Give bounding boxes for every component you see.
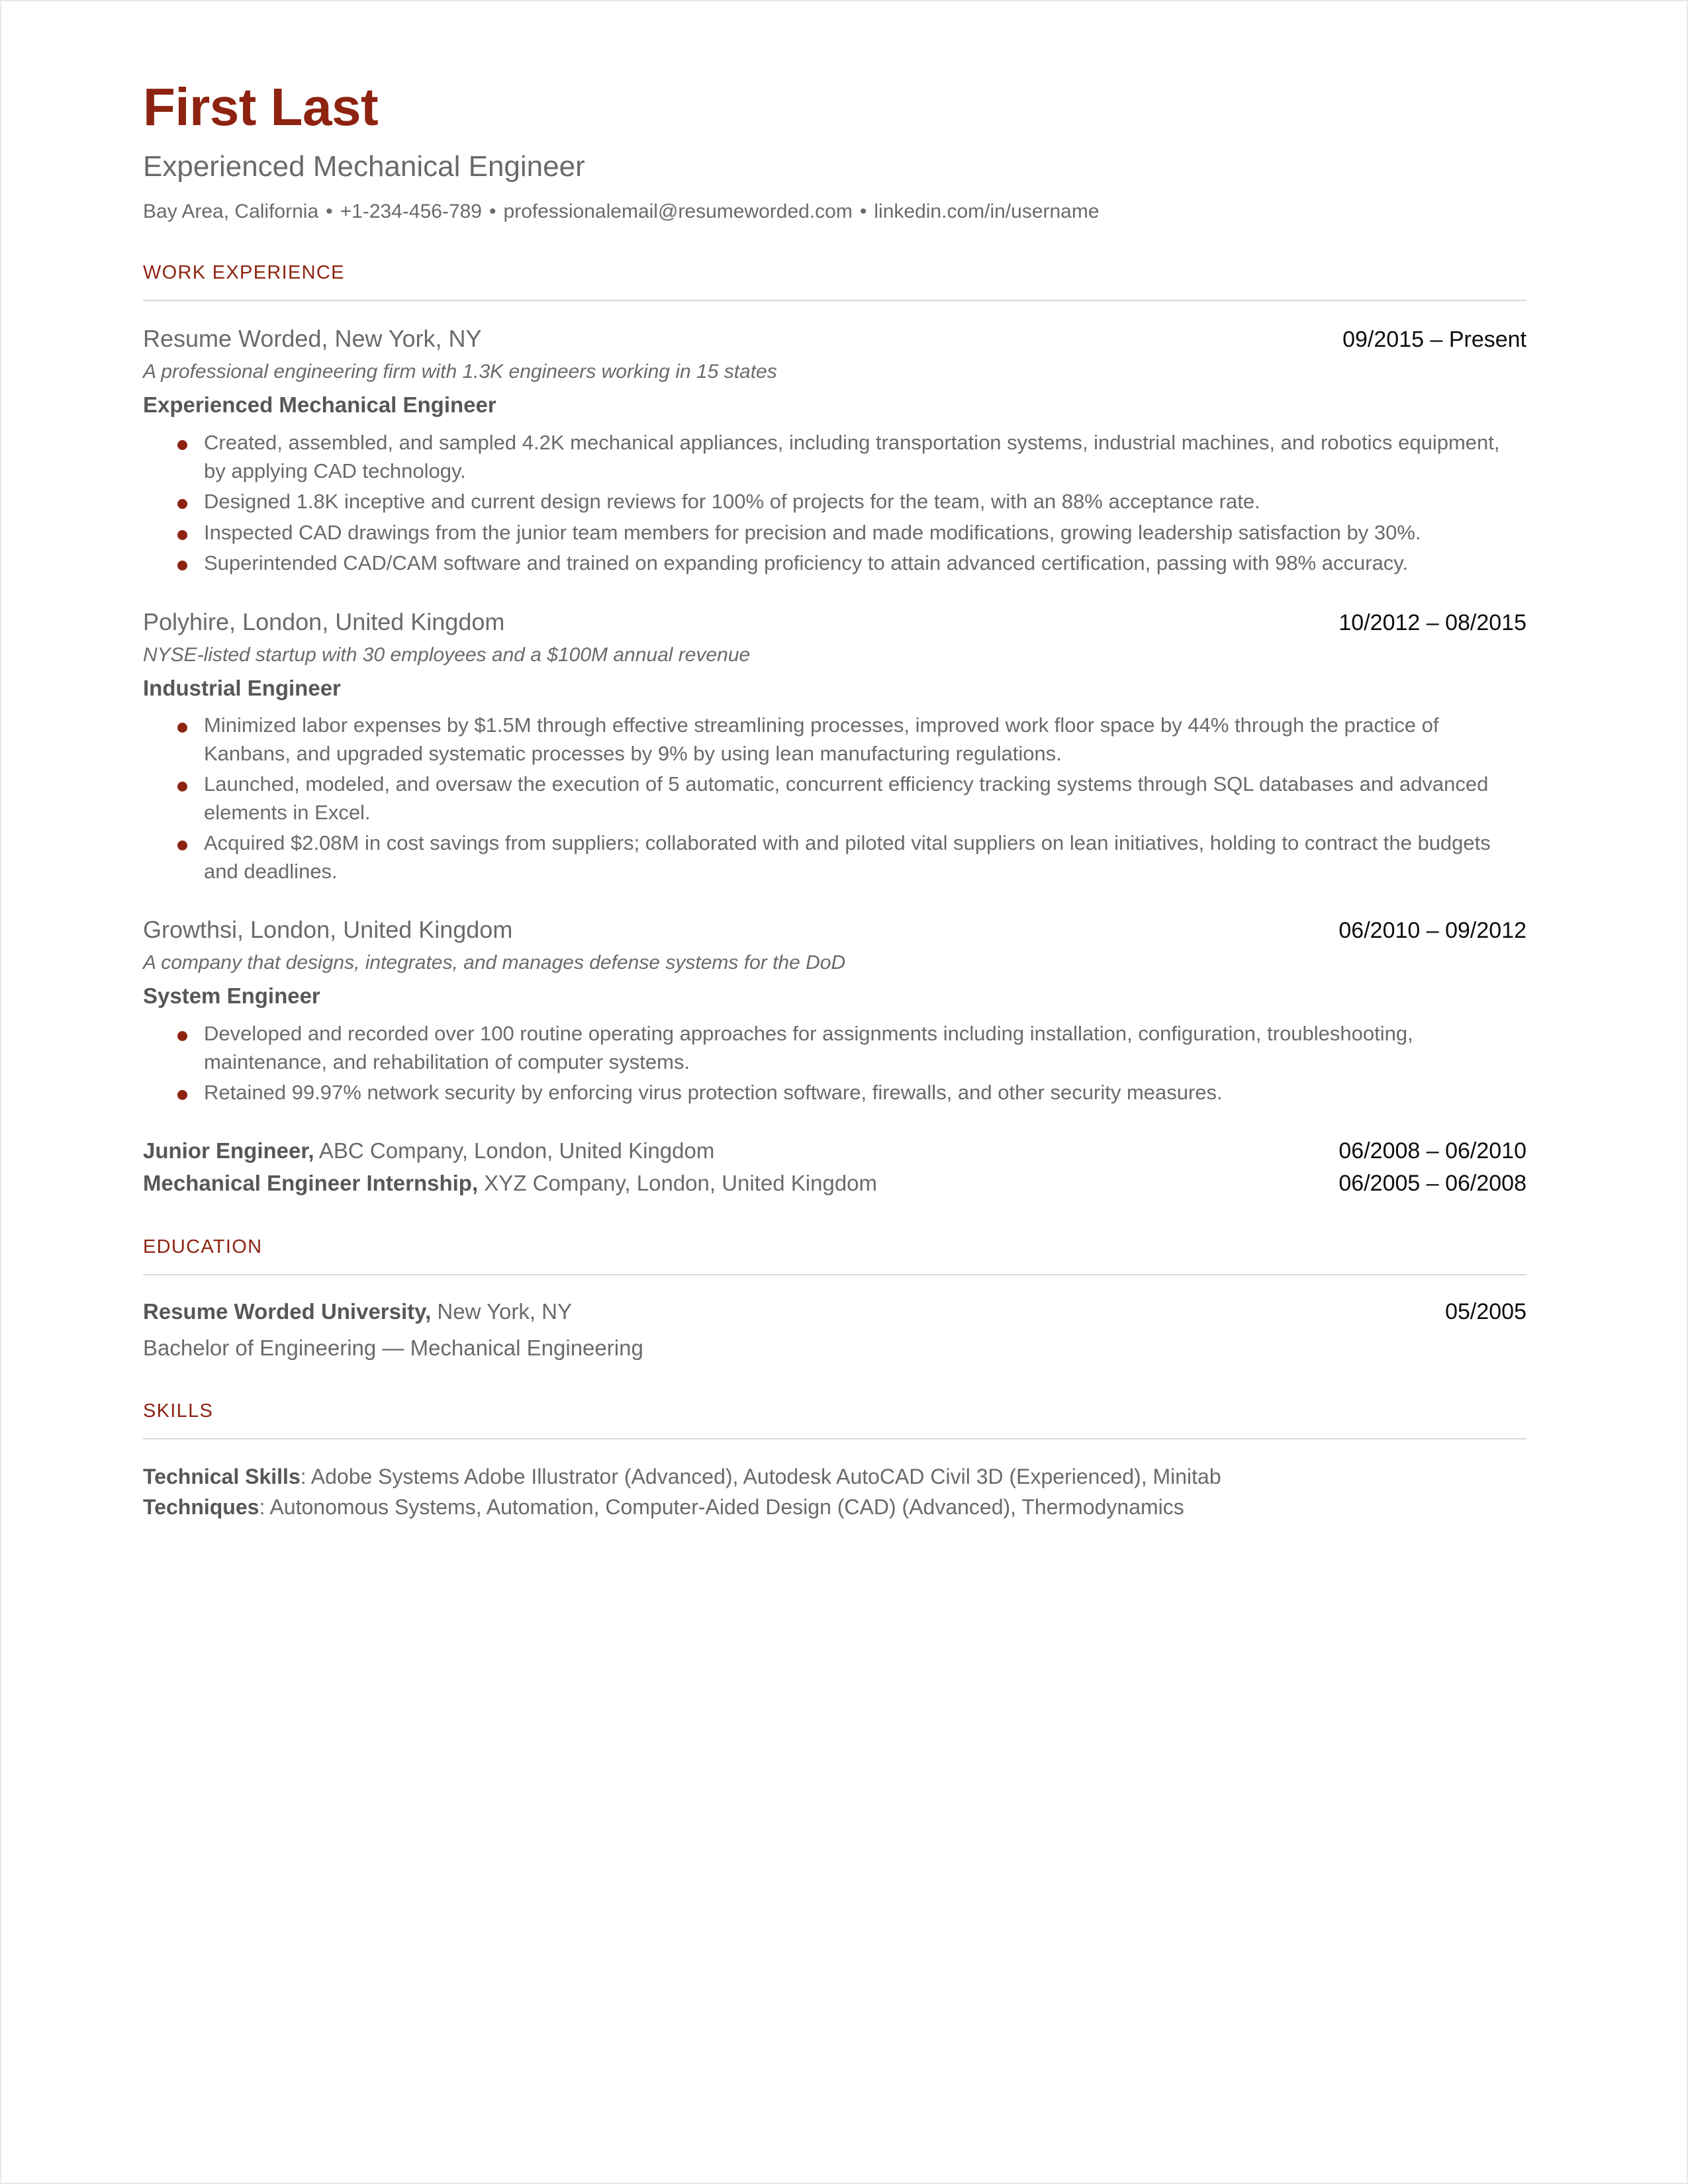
page-title: First Last [143,77,379,136]
responsibility-list [143,1020,1526,1107]
section-divider [143,1274,1526,1275]
responsibility-list [143,711,1526,886]
bullet-dot-icon [177,499,187,509]
bullet-dot-icon [177,782,187,792]
short-role-row [143,1169,1526,1198]
bullet-text: Created, assembled, and sampled 4.2K mechanical appliances, including transportation systems, industrial machines, and robotics equipment, by applying CAD technology. [204,431,1500,482]
list-item [143,429,1526,485]
bullet-dot-icon [177,530,187,540]
education-entry [143,1298,1526,1326]
experience-header-row [143,324,1526,353]
bullet-text: Retained 99.97% network security by enforcing virus protection software, firewalls, and other security measures. [204,1081,1223,1105]
skill-values: : Autonomous Systems, Automation, Computer-Aided Design (CAD) (Advanced), Thermodynamics [259,1494,1184,1519]
resume-header [143,79,1526,224]
job-title: System Engineer [143,983,320,1009]
bullet-text: Superintended CAD/CAM software and trained on expanding proficiency to attain advanced certification, passing with 98% accuracy. [204,551,1409,575]
skill-row [143,1492,1526,1522]
job-title: Experienced Mechanical Engineer [143,392,496,418]
list-item [143,488,1526,516]
short-role-detail: ABC Company, London, United Kingdom [314,1138,715,1163]
bullet-text: Launched, modeled, and oversaw the execution of 5 automatic, concurrent efficiency tracking systems through SQL databases and advanced elements in Excel. [204,772,1489,824]
bullet-dot-icon [177,1090,187,1100]
short-role-row [143,1136,1526,1165]
bullet-dot-icon [177,561,187,570]
company-name: Resume Worded, New York, NY [143,325,482,353]
company-name: Polyhire, London, United Kingdom [143,608,505,635]
list-item [143,549,1526,577]
skill-category-label: Techniques [143,1494,259,1519]
company-name: Growthsi, London, United Kingdom [143,916,513,944]
contact-phone: +1-234-456-789 [340,200,482,222]
employment-dates: 06/2008 – 06/2010 [1338,1138,1526,1163]
list-item [143,519,1526,547]
short-roles-group [143,1136,1526,1198]
section-divider [143,300,1526,301]
experience-header-row [143,915,1526,944]
employment-dates: 10/2012 – 08/2015 [1338,610,1526,635]
list-item [143,770,1526,827]
employment-dates: 06/2010 – 09/2012 [1338,918,1526,944]
professional-headline: Experienced Mechanical Engineer [143,150,585,183]
contact-email[interactable]: professionalemail@resumeworded.com [503,200,853,222]
employment-dates: 06/2005 – 06/2008 [1338,1171,1526,1197]
list-item [143,1079,1526,1107]
bullet-text: Inspected CAD drawings from the junior team members for precision and made modifications, growing leadership satisfaction by 30%. [204,520,1421,544]
responsibility-list [143,429,1526,577]
list-item [143,1020,1526,1076]
degree-name: Bachelor of Engineering — Mechanical Engineering [143,1335,643,1360]
section-heading-education: EDUCATION [143,1236,263,1257]
experience-header-row [143,607,1526,637]
school-name-bold: Resume Worded University, [143,1298,432,1324]
graduation-date: 05/2005 [1445,1298,1526,1324]
section-divider [143,1438,1526,1439]
company-description: A professional engineering firm with 1.3K engineers working in 15 states [143,361,777,383]
bullet-dot-icon [177,841,187,850]
school-name [143,1298,572,1326]
contact-linkedin[interactable]: linkedin.com/in/username [874,200,1100,222]
bullet-text: Designed 1.8K inceptive and current design reviews for 100% of projects for the team, with an 88% acceptance rate. [204,490,1260,514]
contact-separator-icon: • [326,200,333,222]
section-skills [143,1400,1526,1522]
bullet-text: Minimized labor expenses by $1.5M through effective streamlining processes, improved work floor space by 44% through the practice of Kanbans, and upgraded systematic processes by 9% by using lean manufacturing regulations. [204,713,1439,765]
bullet-text: Acquired $2.08M in cost savings from suppliers; collaborated with and piloted vital suppliers on lean initiatives, holding to contract the budgets and deadlines. [204,831,1491,883]
contact-separator-icon: • [489,200,496,222]
short-role-label [143,1169,877,1198]
bullet-text: Developed and recorded over 100 routine operating approaches for assignments including installation, configuration, troubleshooting, maintenance, and rehabilitation of computer systems. [204,1022,1413,1073]
school-location: New York, NY [431,1298,573,1324]
section-heading-skills: SKILLS [143,1400,214,1422]
section-heading-work: WORK EXPERIENCE [143,262,345,284]
resume-content [143,79,1526,1522]
skill-category-label: Technical Skills [143,1465,301,1489]
skill-values: : Adobe Systems Adobe Illustrator (Advanced), Autodesk AutoCAD Civil 3D (Experienced), Minitab [300,1465,1221,1489]
short-role-label [143,1136,714,1165]
experience-entry [143,607,1526,886]
list-item [143,711,1526,768]
job-title: Industrial Engineer [143,675,341,700]
bullet-dot-icon [177,440,187,450]
section-education [143,1236,1526,1363]
list-item [143,829,1526,886]
company-description: NYSE-listed startup with 30 employees and a $100M annual revenue [143,643,751,666]
skill-row [143,1462,1526,1492]
employment-dates: 09/2015 – Present [1342,327,1526,353]
contact-location: Bay Area, California [143,200,319,222]
contact-separator-icon: • [859,200,867,222]
bullet-dot-icon [177,723,187,733]
short-role-title: Mechanical Engineer Internship, [143,1171,479,1196]
company-description: A company that designs, integrates, and manages defense systems for the DoD [143,952,846,974]
contact-line [143,199,1526,224]
section-work-experience [143,262,1526,1197]
experience-entry [143,324,1526,577]
experience-entry [143,915,1526,1107]
short-role-detail: XYZ Company, London, United Kingdom [478,1171,878,1196]
bullet-dot-icon [177,1031,187,1041]
short-role-title: Junior Engineer, [143,1138,314,1163]
